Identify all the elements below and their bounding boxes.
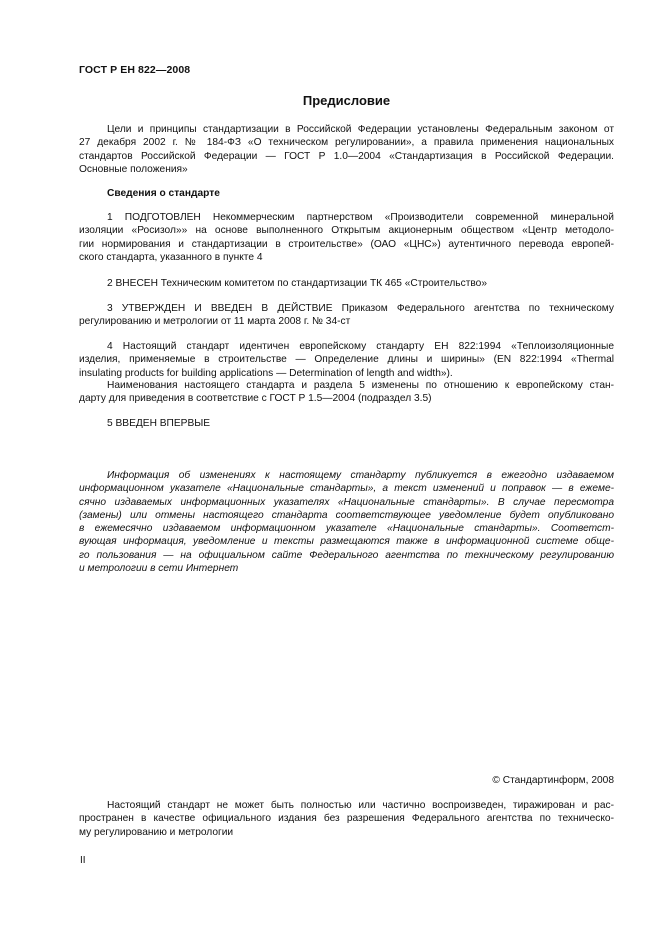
item-3-paragraph (79, 302, 614, 329)
item-5-paragraph (79, 417, 614, 430)
item-1-paragraph (79, 211, 614, 264)
notice-line: Информация об изменениях к настоящему стандарту публикуется в ежегодно издаваемом (107, 470, 614, 481)
item-1-line: ского стандарта, указанного в пункте 4 (79, 251, 263, 263)
item-1-line: 1 ПОДГОТОВЛЕН Некоммерческим партнерством «Производители современной минеральной (107, 212, 614, 223)
notice-line: в ежемесячно издаваемом информационном указателе «Национальные стандарты». Соответст- (79, 523, 614, 535)
item-2-paragraph (79, 277, 614, 290)
item-3-line: 3 УТВЕРЖДЕН И ВВЕДЕН В ДЕЙСТВИЕ Приказом Федерального агентства по техническому (107, 303, 614, 314)
standard-info-heading: Сведения о стандарте (107, 188, 220, 199)
notice-line: (замены) или отмены настоящего стандарта соответствующее уведомление будет опубликовано (79, 509, 614, 521)
item-5-line: 5 ВВЕДЕН ВПЕРВЫЕ (107, 418, 211, 429)
copyright-notice: © Стандартинформ, 2008 (492, 775, 614, 786)
rights-line: пространен в качестве официального издания без разрешения Федерального агентства по техническо- (79, 813, 614, 825)
item-4-note-line: Наименования настоящего стандарта и раздела 5 изменены по отношению к европейскому стан- (107, 380, 614, 391)
item-2-line: 2 ВНЕСЕН Техническим комитетом по стандартизации ТК 465 «Строительство» (107, 278, 487, 289)
intro-paragraph (79, 123, 614, 176)
item-4-paragraph (79, 340, 614, 380)
page-number: II (80, 855, 86, 866)
foreword-title: Предисловие (302, 93, 391, 108)
rights-paragraph (79, 799, 614, 839)
item-1-line: изоляции «Росизол»» на основе выполненного Открытым акционерным обществом «Центр методоло- (79, 225, 614, 237)
notice-line: и метрологии в сети Интернет (79, 563, 239, 575)
item-4-line: 4 Настоящий стандарт идентичен европейскому стандарту ЕН 822:1994 «Теплоизоляционные (107, 341, 614, 352)
intro-line: Цели и принципы стандартизации в Российской Федерации установлены Федеральным законом от (107, 124, 614, 135)
item-4-line: изделия, применяемые в строительстве — Определение длины и ширины» (EN 822:1994 «Thermal (79, 354, 614, 366)
item-4-note-line: дарту для приведения в соответствие с ГОСТ Р 1.5—2004 (подраздел 3.5) (79, 393, 432, 405)
intro-line: 27 декабря 2002 г. № 184-ФЗ «О техническом регулировании», а правила применения национальных (79, 137, 614, 149)
item-1-line: гии нормирования и стандартизации в строительстве» (ОАО «ЦНС») аутентичного перевода европей- (79, 238, 614, 250)
notice-line: информационном указателе «Национальные стандарты», а текст изменений и поправок — в ежеме- (79, 483, 614, 495)
notice-line: го пользования — на официальном сайте Федерального агентства по техническому регулированию (79, 549, 614, 561)
notice-line: вующая информация, уведомление и тексты размещаются также в информационной системе обще- (79, 536, 614, 548)
change-notice-paragraph (79, 469, 614, 575)
rights-line: му регулированию и метрологии (79, 826, 234, 838)
item-4-line: insulating products for building applications — Determination of length and width»). (79, 367, 453, 379)
rights-line: Настоящий стандарт не может быть полностью или частично воспроизведен, тиражирован и рас- (107, 800, 614, 811)
intro-line: стандартов Российской Федерации — ГОСТ Р 1.0—2004 «Стандартизация в Российской Федерации. (79, 150, 614, 162)
notice-line: сячно издаваемых информационных указателях «Национальные стандарты». В случае пересмотра (79, 496, 614, 508)
item-4-note-paragraph (79, 379, 614, 406)
intro-line: Основные положения» (79, 163, 188, 175)
item-3-line: регулированию и метрологии от 11 марта 2008 г. № 34-ст (79, 316, 351, 328)
document-code-header: ГОСТ Р ЕН 822—2008 (79, 64, 191, 76)
